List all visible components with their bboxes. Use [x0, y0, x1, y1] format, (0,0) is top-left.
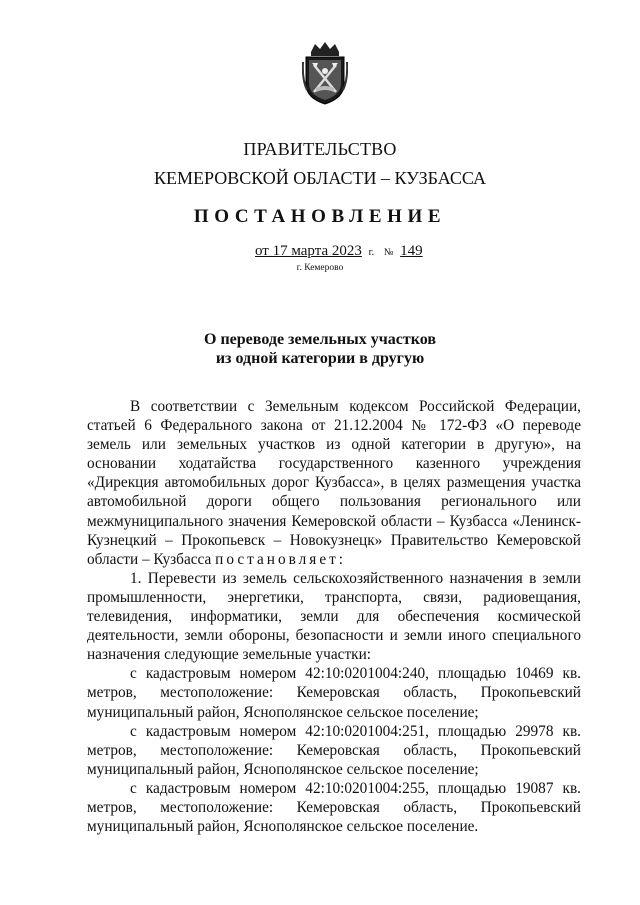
- resolves-word: постановляет:: [215, 550, 347, 568]
- government-title: ПРАВИТЕЛЬСТВО: [243, 139, 397, 159]
- preamble-paragraph: [87, 397, 581, 569]
- date-line: [255, 243, 423, 260]
- subject-line-2: из одной категории в другую: [215, 350, 425, 367]
- coat-of-arms-icon: [302, 40, 348, 106]
- subject-line-1: О переводе земельных участков: [204, 331, 436, 348]
- plot-paragraph-2: с кадастровым номером 42:10:0201004:251, площадью 29978 кв. метров, местоположение: Кемеровская область, Прокопьевский муниципальный район, Яснополянское сельское поселение;: [87, 722, 581, 778]
- number-sign: №: [383, 247, 394, 258]
- decree-body: [87, 397, 581, 836]
- item-1-paragraph: 1. Перевести из земель сельскохозяйственного назначения в земли промышленности, энергетики, транспорта, связи, радиовещания, телевидения, информатики, земли для обеспечения космической деятельности, земли обороны, безопасности и земли иного специального назначения следующие земельные участки:: [87, 569, 581, 664]
- plot-paragraph-1: с кадастровым номером 42:10:0201004:240, площадью 10469 кв. метров, местоположение: Кемеровская область, Прокопьевский муниципальный район, Яснополянское сельское поселение;: [87, 665, 581, 721]
- preamble-text: В соответствии с Земельным кодексом Российской Федерации, статьей 6 Федерального закона от 21.12.2004 № 172-ФЗ «О переводе земель или земельных участков из одной категории в другую», на основании ходатайства государственного казенного учреждения «Дирекция автомобильных дорог Кузбасса», в целях размещения участка автомобильной дороги общего пользования регионального или межмуниципального значения Кемеровской области – Кузбасса «Ленинск-Кузнецкий – Прокопьевск – Новокузнецк» Правительство Кемеровской области – Кузбасса: [87, 398, 581, 568]
- region-title: КЕМЕРОВСКОЙ ОБЛАСТИ – КУЗБАССА: [154, 168, 486, 188]
- year-suffix: г.: [368, 247, 375, 258]
- document-type: ПОСТАНОВЛЕНИЕ: [193, 206, 447, 227]
- plot-paragraph-3: с кадастровым номером 42:10:0201004:255, площадью 19087 кв. метров, местоположение: Кемеровская область, Прокопьевский муниципальный район, Яснополянское сельское поселение.: [87, 779, 581, 836]
- decree-subject: [0, 330, 640, 368]
- decree-number: 149: [400, 243, 423, 259]
- city-label: г. Кемерово: [296, 263, 344, 273]
- decree-date: от 17 марта 2023: [255, 243, 362, 259]
